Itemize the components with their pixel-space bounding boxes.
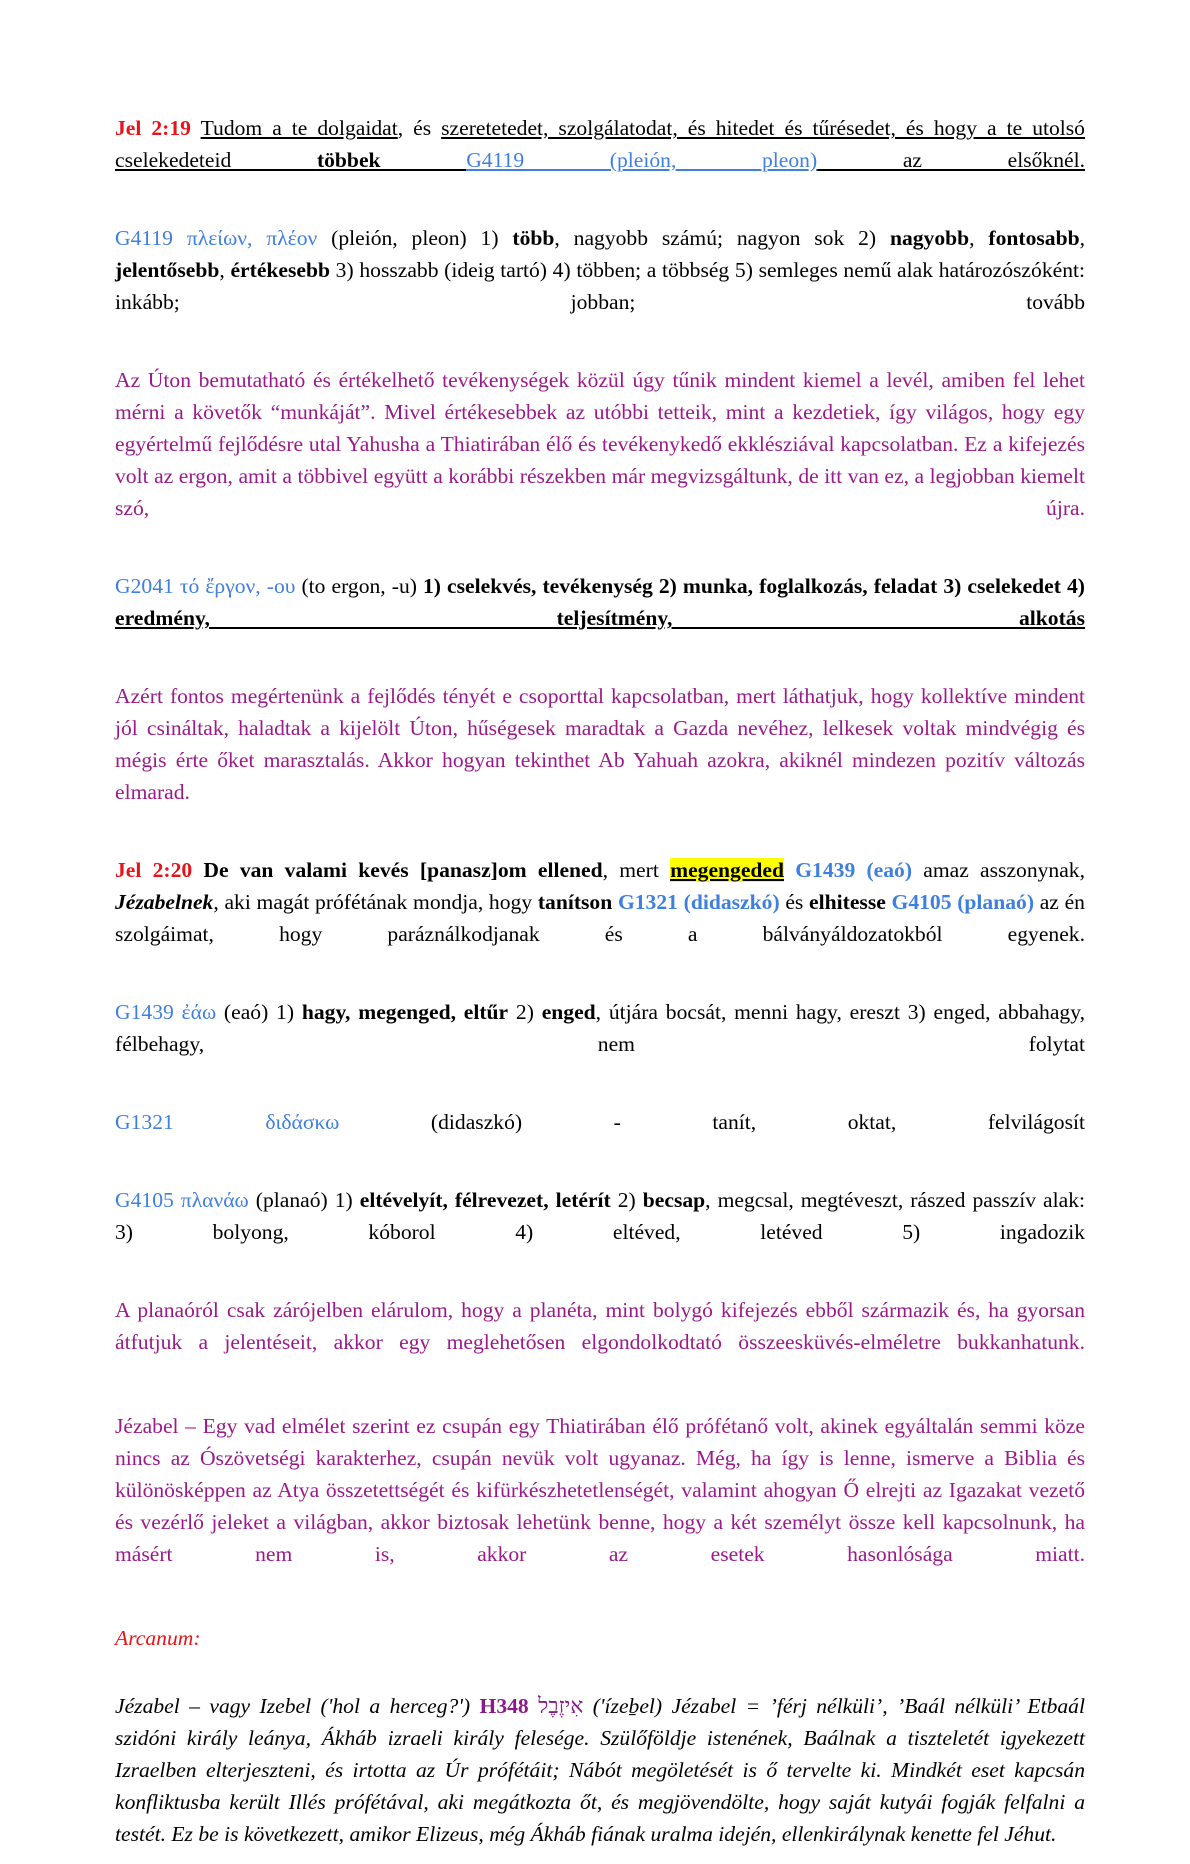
commentary-paragraph: Azért fontos megértenünk a fejlődés tényét e csoporttal kapcsolatban, mert láthatjuk, hogy kollektíve mindent jól csináltak, haladtak a kijelölt Úton, hűségesek maradtak a Gazda nevéhez, lelkesek voltak mindvégig és mégis érte őket marasztalás. Akkor hogyan tekinthet Ab Yahuah azokra, akiknél mindezen pozitív változás elmarad.: [115, 684, 1085, 804]
verse-keyword: többek: [316, 148, 381, 172]
definition-g4119: G4119 πλείων, πλέον (pleión, pleon) 1) több, nagyobb számú; nagyon sok 2) nagyobb, fontosabb, jelentősebb, értékesebb 3) hosszabb (ideig tartó) 4) többen; a többség 5) semleges nemű alak határozószóként: inkább; jobban; tovább: [115, 226, 1086, 314]
strong-reference: G4105 (planaó): [891, 890, 1035, 914]
strong-code: G1321 διδάσκω: [115, 1110, 340, 1134]
hebrew-word: אִיזֶבֶל: [528, 1694, 584, 1718]
verse-reference: Jel 2:19: [115, 116, 191, 140]
verse-text: , és: [397, 116, 442, 140]
verse-jel-2-19: [115, 112, 1085, 208]
arcanum-label: Arcanum:: [115, 1626, 201, 1650]
strong-code: G1439 ἐάω: [115, 1000, 217, 1024]
verse-text: az elsőknél.: [817, 148, 1085, 172]
verse-reference: Jel 2:20: [115, 858, 193, 882]
definition-g4105: G4105 πλανάω (planaó) 1) eltévelyít, félrevezet, letérít 2) becsap, megcsal, megtéveszt, rászed passzív alak: 3) bolyong, kóborol 4) eltéved, letéved 5) ingadozik: [115, 1188, 1085, 1244]
verse-text: szeretetedet, szolgálatodat, és hitedet és tűrésedet, és hogy a te utolsó cselekedeteid: [115, 116, 1085, 172]
strong-code: H348: [479, 1694, 529, 1718]
strong-code: G4105 πλανάω: [115, 1188, 249, 1212]
highlighted-word: megengeded: [670, 858, 785, 882]
strong-reference: G1321 (didaszkó): [617, 890, 780, 914]
document-page: [115, 112, 1085, 1864]
definition-g1439: G1439 ἐάω (eaó) 1) hagy, megenged, eltűr 2) enged, útjára bocsát, menni hagy, ereszt 3) enged, abbahagy, félbehagy, nem folytat: [115, 1000, 1085, 1056]
commentary-paragraph: Az Úton bemutatható és értékelhető tevékenységek közül úgy tűnik mindent kiemel a levél, amiben fel lehet mérni a követők “munkáját”. Mivel értékesebbek az utóbbi tetteik, mint a kezdetiek, így világos, hogy egy egyértelmű fejlődésre utal Yahusha a Thiatirában élő és tevékenykedő ekklésziával kapcsolatban. Ez a kifejezés volt az ergon, amit a többivel együtt a korábbi részekben már megvizsgáltunk, de itt van ez, a legjobban kiemelt szó, újra.: [115, 368, 1085, 520]
strong-reference: G1439 (eaó): [795, 858, 913, 882]
verse-text: Tudom a te dolgaidat: [200, 116, 398, 140]
verse-jel-2-20: Jel 2:20 De van valami kevés [panasz]om ellened, mert megengeded G1439 (eaó) amaz asszonynak, Jézabelnek, aki magát prófétának mondja, hogy tanítson G1321 (didaszkó) és elhitesse G4105 (planaó) az én szolgáimat, hogy paráználkodjanak és a bálványáldozatokból egyenek.: [115, 858, 1085, 946]
strong-code: G4119 πλείων, πλέον: [115, 226, 318, 250]
commentary-paragraph: A planaóról csak zárójelben elárulom, hogy a planéta, mint bolygó kifejezés ebből származik és, ha gyorsan átfutjuk a jelentéseit, akkor egy meglehetősen elgondolkodtató összeesküvés-elméletre bukkanhatunk.: [115, 1298, 1085, 1354]
definition-g1321: G1321 διδάσκω (didaszkó) - tanít, oktat, felvilágosít: [115, 1110, 1085, 1134]
definition-g2041: G2041 τό ἔργον, -ου (to ergon, -u) 1) cselekvés, tevékenység 2) munka, foglalkozás, feladat 3) cselekedet 4) eredmény, teljesítmény, alkotás: [115, 574, 1085, 630]
commentary-paragraph: Jézabel – Egy vad elmélet szerint ez csupán egy Thiatirában élő prófétanő volt, akinek egyáltalán semmi köze nincs az Ószövetségi karakterhez, csupán nevük volt ugyanaz. Még, ha így is lenne, ismerve a Biblia és különösképpen az Atya összetettségét és kifürkészhetetlenségét, valamint ahogyan Ő elrejti az Igazakat vezető és vezérlő jeleket a világban, akkor biztosak lehetünk benne, hogy a két személyt össze kell kapcsolnunk, ha másért nem is, akkor az esetek hasonlósága miatt.: [115, 1414, 1085, 1566]
strong-code: G2041 τό ἔργον, -ου: [115, 574, 296, 598]
strong-reference: G4119 (pleión, pleon): [466, 148, 818, 172]
arcanum-entry: Jézabel – vagy Izebel ('hol a herceg?') H348 אִיזֶבֶל ('ízeḇel) Jézabel = ’férj nélküli’, ’Baál nélküli’ Etbaál szidóni király leánya, Ákháb izraeli király felesége. Szülőföldje istenének, Baálnak a tiszteletét igyekezett Izraelben elterjeszteni, és irtotta az Úr prófétáit; Nábót megöletését is ő tervelte ki. Mindkét eset kapcsán konfliktusba került Illés prófétával, aki megátkozta őt, és megjövendölte, hogy saját kutyái fogják felfalni a testét. Ez be is következett, amikor Elizeus, még Ákháb fiának uralma idején, ellenkirálynak kenette fel Jéhut.: [115, 1694, 1085, 1846]
